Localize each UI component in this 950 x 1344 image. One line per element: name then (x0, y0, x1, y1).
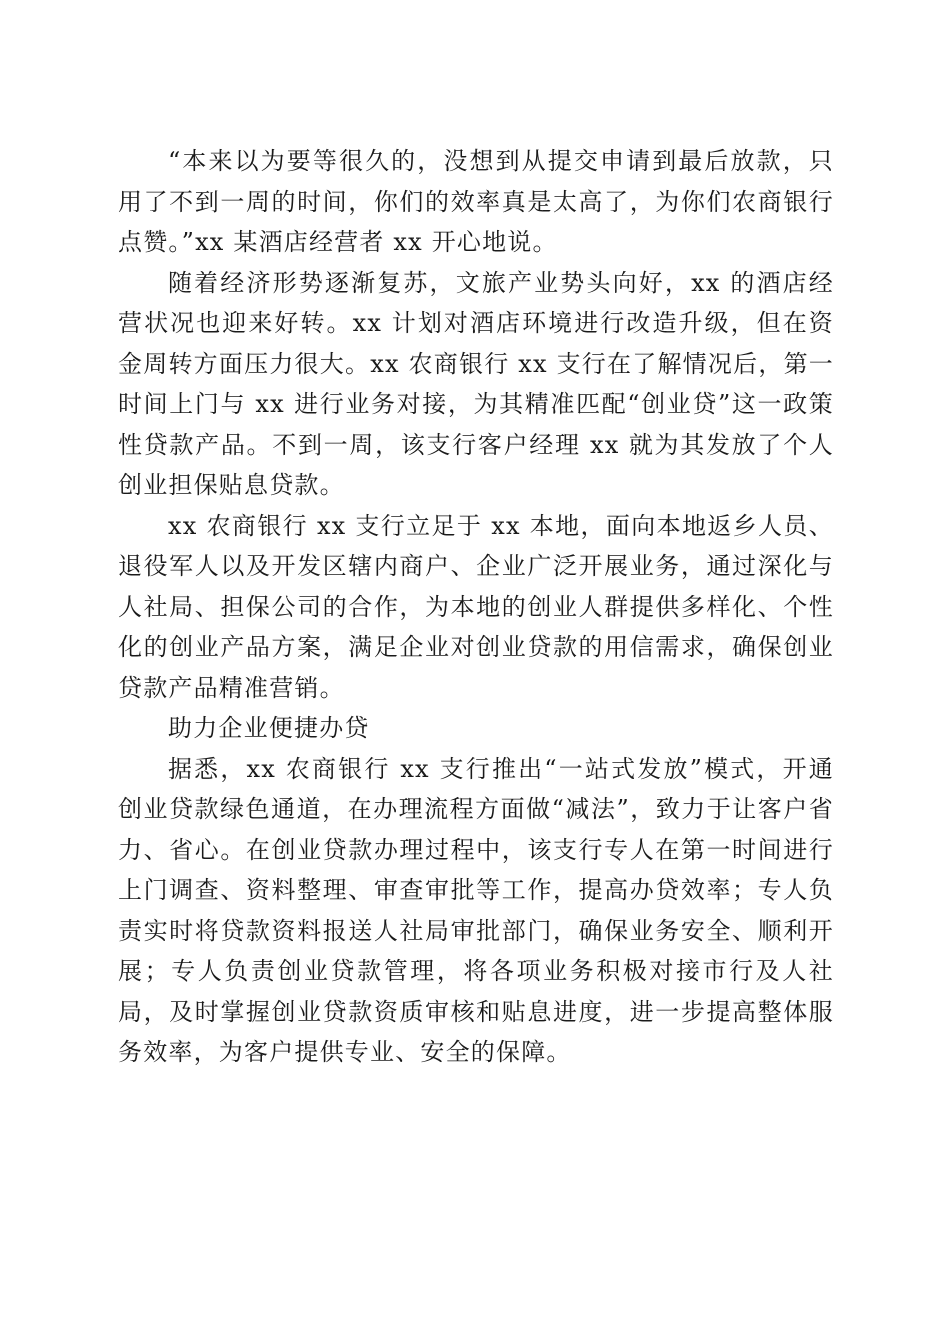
paragraph-one-stop-model: 据悉，xx 农商银行 xx 支行推出“一站式发放”模式，开通创业贷款绿色通道，在办理流程方面做“减法”，致力于让客户省力、省心。在创业贷款办理过程中，该支行专人在第一时间进行上门调查、资料整理、审查审批等工作，提高办贷效率；专人负责实时将贷款资料报送人社局审批部门，确保业务安全、顺利开展；专人负责创业贷款管理，将各项业务积极对接市行及人社局，及时掌握创业贷款资质审核和贴息进度，进一步提高整体服务效率，为客户提供专业、安全的保障。 (118, 754, 834, 1066)
document-body (118, 141, 834, 1073)
paragraph-hotel-loan-story: 随着经济形势逐渐复苏，文旅产业势头向好，xx 的酒店经营状况也迎来好转。xx 计划对酒店环境进行改造升级，但在资金周转方面压力很大。xx 农商银行 xx 支行在了解情况后，第一时间上门与 xx 进行业务对接，为其精准匹配“创业贷”这一政策性贷款产品。不到一周，该支行客户经理 xx 就为其发放了个人创业担保贴息贷款。 (118, 268, 834, 499)
paragraph-customer-quote: “本来以为要等很久的，没想到从提交申请到最后放款，只用了不到一周的时间，你们的效率真是太高了，为你们农商银行点赞。”xx 某酒店经营者 xx 开心地说。 (118, 147, 834, 256)
paragraph-branch-services: xx 农商银行 xx 支行立足于 xx 本地，面向本地返乡人员、退役军人以及开发区辖内商户、企业广泛开展业务，通过深化与人社局、担保公司的合作，为本地的创业人群提供多样化、个性化的创业产品方案，满足企业对创业贷款的用信需求，确保创业贷款产品精准营销。 (118, 511, 834, 702)
section-heading: 助力企业便捷办贷 (168, 714, 370, 742)
